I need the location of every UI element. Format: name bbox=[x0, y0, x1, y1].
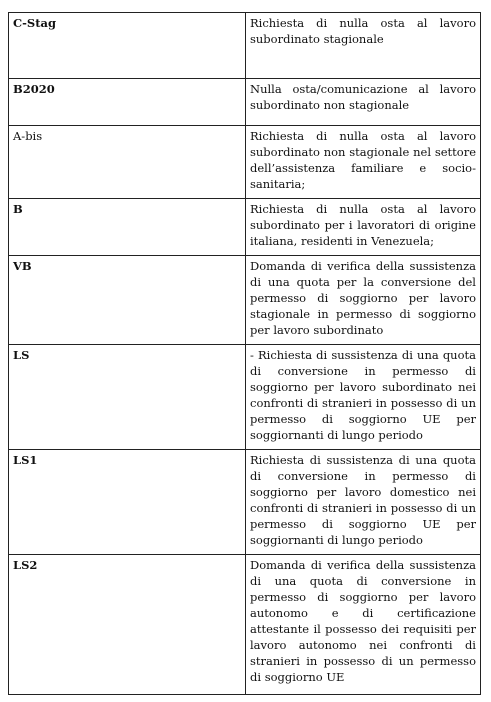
row-code: LS2 bbox=[9, 555, 246, 695]
row-code: LS1 bbox=[9, 450, 246, 555]
row-code: LS bbox=[9, 345, 246, 450]
row-description: Richiesta di nulla osta al lavoro subordinato non stagionale nel settore dell’assistenza familiare e socio-sanitaria; bbox=[246, 126, 481, 199]
row-code: A-bis bbox=[9, 126, 246, 199]
row-code: VB bbox=[9, 256, 246, 345]
row-description: Richiesta di sussistenza di una quota di conversione in permesso di soggiorno per lavoro domestico nei confronti di stranieri in possesso di un permesso di soggiorno UE per soggiornanti di lungo periodo bbox=[246, 450, 481, 555]
row-description: Domanda di verifica della sussistenza di una quota di conversione in permesso di soggiorno per lavoro autonomo e di certificazione attestante il possesso dei requisiti per lavoro autonomo nei confronti di stranieri in possesso di un permesso di soggiorno UE bbox=[246, 555, 481, 695]
table-row bbox=[9, 450, 481, 555]
table-row bbox=[9, 345, 481, 450]
table-row bbox=[9, 79, 481, 126]
row-description: Richiesta di nulla osta al lavoro subordinato per i lavoratori di origine italiana, residenti in Venezuela; bbox=[246, 199, 481, 256]
row-description: Richiesta di nulla osta al lavoro subordinato stagionale bbox=[246, 13, 481, 79]
codes-table bbox=[8, 12, 481, 695]
row-description: - Richiesta di sussistenza di una quota di conversione in permesso di soggiorno per lavoro subordinato nei confronti di stranieri in possesso di un permesso di soggiorno UE per soggiornanti di lungo periodo bbox=[246, 345, 481, 450]
row-description: Nulla osta/comunicazione al lavoro subordinato non stagionale bbox=[246, 79, 481, 126]
table-row bbox=[9, 555, 481, 695]
table-row bbox=[9, 256, 481, 345]
table-row bbox=[9, 199, 481, 256]
table-row bbox=[9, 13, 481, 79]
row-code: C-Stag bbox=[9, 13, 246, 79]
row-code: B2020 bbox=[9, 79, 246, 126]
row-description: Domanda di verifica della sussistenza di una quota per la conversione del permesso di soggiorno per lavoro stagionale in permesso di soggiorno per lavoro subordinato bbox=[246, 256, 481, 345]
row-code: B bbox=[9, 199, 246, 256]
table-row bbox=[9, 126, 481, 199]
